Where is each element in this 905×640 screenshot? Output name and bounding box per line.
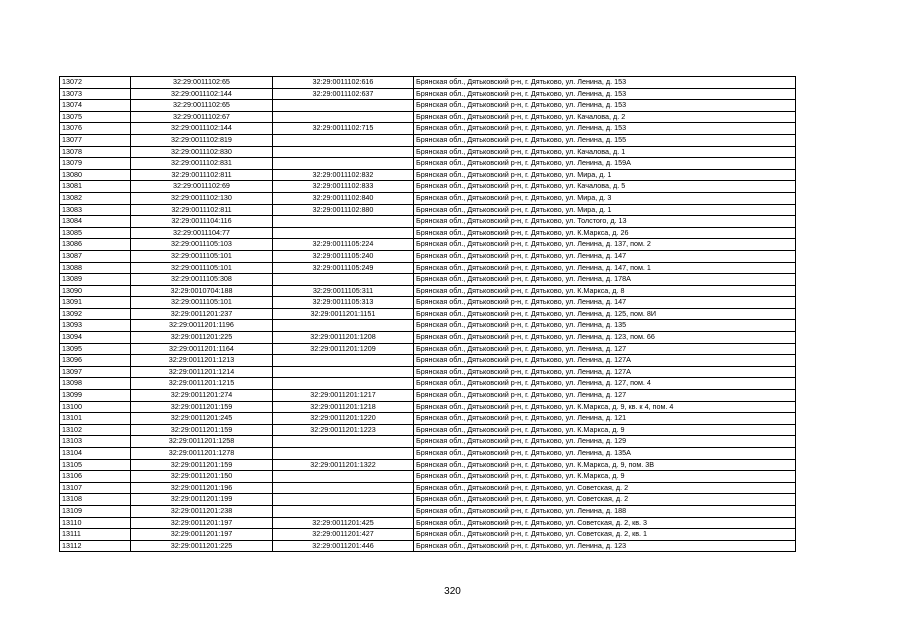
record-number-cell: 13082	[60, 192, 131, 204]
record-number-cell: 13076	[60, 123, 131, 135]
address-cell: Брянская обл., Дятьковский р-н, г. Дятьково, ул. Качалова, д. 2	[414, 111, 796, 123]
building-cadastral-number-cell: 32:29:0011102:833	[273, 181, 414, 193]
land-cadastral-number-cell: 32:29:0011104:116	[131, 216, 273, 228]
address-cell: Брянская обл., Дятьковский р-н, г. Дятьково, ул. Советская, д. 2, кв. 1	[414, 529, 796, 541]
address-cell: Брянская обл., Дятьковский р-н, г. Дятьково, ул. Ленина, д. 153	[414, 123, 796, 135]
building-cadastral-number-cell	[273, 134, 414, 146]
building-cadastral-number-cell	[273, 146, 414, 158]
building-cadastral-number-cell	[273, 471, 414, 483]
building-cadastral-number-cell: 32:29:0011105:311	[273, 285, 414, 297]
record-number-cell: 13093	[60, 320, 131, 332]
record-number-cell: 13111	[60, 529, 131, 541]
land-cadastral-number-cell: 32:29:0011102:65	[131, 77, 273, 89]
land-cadastral-number-cell: 32:29:0011105:103	[131, 239, 273, 251]
record-number-cell: 13110	[60, 517, 131, 529]
record-number-cell: 13098	[60, 378, 131, 390]
address-cell: Брянская обл., Дятьковский р-н, г. Дятьково, ул. Ленина, д. 127	[414, 343, 796, 355]
land-cadastral-number-cell: 32:29:0011201:159	[131, 424, 273, 436]
table-row	[60, 494, 796, 506]
table-row	[60, 239, 796, 251]
table-row	[60, 77, 796, 89]
land-cadastral-number-cell: 32:29:0011102:65	[131, 100, 273, 112]
address-cell: Брянская обл., Дятьковский р-н, г. Дятьково, ул. Ленина, д. 153	[414, 77, 796, 89]
record-number-cell: 13106	[60, 471, 131, 483]
building-cadastral-number-cell	[273, 378, 414, 390]
land-cadastral-number-cell: 32:29:0011201:1196	[131, 320, 273, 332]
record-number-cell: 13079	[60, 158, 131, 170]
address-cell: Брянская обл., Дятьковский р-н, г. Дятьково, ул. Качалова, д. 5	[414, 181, 796, 193]
building-cadastral-number-cell: 32:29:0011102:616	[273, 77, 414, 89]
record-number-cell: 13100	[60, 401, 131, 413]
page-number: 320	[444, 586, 461, 597]
land-cadastral-number-cell: 32:29:0011201:197	[131, 529, 273, 541]
table-row	[60, 181, 796, 193]
building-cadastral-number-cell: 32:29:0011201:425	[273, 517, 414, 529]
record-number-cell: 13075	[60, 111, 131, 123]
building-cadastral-number-cell: 32:29:0011201:1322	[273, 459, 414, 471]
property-registry-table	[59, 76, 796, 552]
land-cadastral-number-cell: 32:29:0011102:831	[131, 158, 273, 170]
land-cadastral-number-cell: 32:29:0011102:830	[131, 146, 273, 158]
table-body	[60, 77, 796, 552]
building-cadastral-number-cell: 32:29:0011102:637	[273, 88, 414, 100]
building-cadastral-number-cell: 32:29:0011102:880	[273, 204, 414, 216]
table-row	[60, 378, 796, 390]
building-cadastral-number-cell	[273, 274, 414, 286]
address-cell: Брянская обл., Дятьковский р-н, г. Дятьково, ул. Ленина, д. 159А	[414, 158, 796, 170]
table-row	[60, 482, 796, 494]
record-number-cell: 13088	[60, 262, 131, 274]
record-number-cell: 13105	[60, 459, 131, 471]
table-row	[60, 320, 796, 332]
address-cell: Брянская обл., Дятьковский р-н, г. Дятьково, ул. Ленина, д. 127А	[414, 366, 796, 378]
table-row	[60, 88, 796, 100]
address-cell: Брянская обл., Дятьковский р-н, г. Дятьково, ул. К.Маркса, д. 9	[414, 424, 796, 436]
table-row	[60, 134, 796, 146]
record-number-cell: 13095	[60, 343, 131, 355]
building-cadastral-number-cell	[273, 216, 414, 228]
record-number-cell: 13102	[60, 424, 131, 436]
building-cadastral-number-cell: 32:29:0011201:1151	[273, 308, 414, 320]
building-cadastral-number-cell: 32:29:0011201:446	[273, 540, 414, 552]
address-cell: Брянская обл., Дятьковский р-н, г. Дятьково, ул. Ленина, д. 147	[414, 297, 796, 309]
address-cell: Брянская обл., Дятьковский р-н, г. Дятьково, ул. К.Маркса, д. 9	[414, 471, 796, 483]
record-number-cell: 13101	[60, 413, 131, 425]
building-cadastral-number-cell: 32:29:0011105:313	[273, 297, 414, 309]
building-cadastral-number-cell	[273, 227, 414, 239]
address-cell: Брянская обл., Дятьковский р-н, г. Дятьково, ул. Ленина, д. 147	[414, 250, 796, 262]
record-number-cell: 13085	[60, 227, 131, 239]
record-number-cell: 13078	[60, 146, 131, 158]
table-row	[60, 123, 796, 135]
land-cadastral-number-cell: 32:29:0011201:159	[131, 459, 273, 471]
table-row	[60, 448, 796, 460]
record-number-cell: 13089	[60, 274, 131, 286]
address-cell: Брянская обл., Дятьковский р-н, г. Дятьково, ул. Толстого, д. 13	[414, 216, 796, 228]
building-cadastral-number-cell	[273, 366, 414, 378]
record-number-cell: 13087	[60, 250, 131, 262]
table-row	[60, 146, 796, 158]
record-number-cell: 13103	[60, 436, 131, 448]
land-cadastral-number-cell: 32:29:0011102:144	[131, 123, 273, 135]
table-row	[60, 297, 796, 309]
table-row	[60, 355, 796, 367]
address-cell: Брянская обл., Дятьковский р-н, г. Дятьково, ул. К.Маркса, д. 9, кв. к 4, пом. 4	[414, 401, 796, 413]
table-row	[60, 192, 796, 204]
land-cadastral-number-cell: 32:29:0011105:101	[131, 297, 273, 309]
record-number-cell: 13084	[60, 216, 131, 228]
table-row	[60, 471, 796, 483]
land-cadastral-number-cell: 32:29:0011102:67	[131, 111, 273, 123]
land-cadastral-number-cell: 32:29:0011201:274	[131, 390, 273, 402]
address-cell: Брянская обл., Дятьковский р-н, г. Дятьково, ул. Ленина, д. 153	[414, 88, 796, 100]
table-row	[60, 390, 796, 402]
table-row	[60, 424, 796, 436]
building-cadastral-number-cell	[273, 111, 414, 123]
land-cadastral-number-cell: 32:29:0011201:197	[131, 517, 273, 529]
address-cell: Брянская обл., Дятьковский р-н, г. Дятьково, ул. Ленина, д. 137, пом. 2	[414, 239, 796, 251]
table-row	[60, 111, 796, 123]
record-number-cell: 13086	[60, 239, 131, 251]
table-row	[60, 100, 796, 112]
table-row	[60, 204, 796, 216]
land-cadastral-number-cell: 32:29:0011102:819	[131, 134, 273, 146]
address-cell: Брянская обл., Дятьковский р-н, г. Дятьково, ул. Мира, д. 1	[414, 169, 796, 181]
record-number-cell: 13091	[60, 297, 131, 309]
table-row	[60, 505, 796, 517]
address-cell: Брянская обл., Дятьковский р-н, г. Дятьково, ул. Ленина, д. 153	[414, 100, 796, 112]
address-cell: Брянская обл., Дятьковский р-н, г. Дятьково, ул. К.Маркса, д. 8	[414, 285, 796, 297]
land-cadastral-number-cell: 32:29:0011102:69	[131, 181, 273, 193]
building-cadastral-number-cell	[273, 436, 414, 448]
address-cell: Брянская обл., Дятьковский р-н, г. Дятьково, ул. Ленина, д. 125, пом. 8И	[414, 308, 796, 320]
address-cell: Брянская обл., Дятьковский р-н, г. Дятьково, ул. Советская, д. 2, кв. 3	[414, 517, 796, 529]
building-cadastral-number-cell	[273, 320, 414, 332]
land-cadastral-number-cell: 32:29:0011201:1215	[131, 378, 273, 390]
address-cell: Брянская обл., Дятьковский р-н, г. Дятьково, ул. Ленина, д. 123, пом. 66	[414, 332, 796, 344]
record-number-cell: 13096	[60, 355, 131, 367]
land-cadastral-number-cell: 32:29:0011201:245	[131, 413, 273, 425]
record-number-cell: 13097	[60, 366, 131, 378]
building-cadastral-number-cell	[273, 100, 414, 112]
record-number-cell: 13074	[60, 100, 131, 112]
table-row	[60, 308, 796, 320]
land-cadastral-number-cell: 32:29:0011201:1278	[131, 448, 273, 460]
address-cell: Брянская обл., Дятьковский р-н, г. Дятьково, ул. Ленина, д. 127А	[414, 355, 796, 367]
record-number-cell: 13092	[60, 308, 131, 320]
table-row	[60, 529, 796, 541]
address-cell: Брянская обл., Дятьковский р-н, г. Дятьково, ул. Ленина, д. 135А	[414, 448, 796, 460]
building-cadastral-number-cell: 32:29:0011201:1220	[273, 413, 414, 425]
record-number-cell: 13072	[60, 77, 131, 89]
record-number-cell: 13090	[60, 285, 131, 297]
land-cadastral-number-cell: 32:29:0010704:188	[131, 285, 273, 297]
record-number-cell: 13077	[60, 134, 131, 146]
table-row	[60, 401, 796, 413]
building-cadastral-number-cell: 32:29:0011105:249	[273, 262, 414, 274]
land-cadastral-number-cell: 32:29:0011105:308	[131, 274, 273, 286]
address-cell: Брянская обл., Дятьковский р-н, г. Дятьково, ул. Ленина, д. 178А	[414, 274, 796, 286]
building-cadastral-number-cell	[273, 355, 414, 367]
land-cadastral-number-cell: 32:29:0011105:101	[131, 250, 273, 262]
record-number-cell: 13094	[60, 332, 131, 344]
land-cadastral-number-cell: 32:29:0011201:150	[131, 471, 273, 483]
table-row	[60, 436, 796, 448]
table-row	[60, 413, 796, 425]
land-cadastral-number-cell: 32:29:0011201:1213	[131, 355, 273, 367]
building-cadastral-number-cell	[273, 158, 414, 170]
land-cadastral-number-cell: 32:29:0011105:101	[131, 262, 273, 274]
table-row	[60, 169, 796, 181]
address-cell: Брянская обл., Дятьковский р-н, г. Дятьково, ул. Советская, д. 2	[414, 494, 796, 506]
address-cell: Брянская обл., Дятьковский р-н, г. Дятьково, ул. Ленина, д. 121	[414, 413, 796, 425]
address-cell: Брянская обл., Дятьковский р-н, г. Дятьково, ул. Мира, д. 3	[414, 192, 796, 204]
table-row	[60, 343, 796, 355]
land-cadastral-number-cell: 32:29:0011102:144	[131, 88, 273, 100]
address-cell: Брянская обл., Дятьковский р-н, г. Дятьково, ул. Ленина, д. 155	[414, 134, 796, 146]
table-row	[60, 366, 796, 378]
building-cadastral-number-cell: 32:29:0011201:1223	[273, 424, 414, 436]
building-cadastral-number-cell	[273, 494, 414, 506]
land-cadastral-number-cell: 32:29:0011201:225	[131, 332, 273, 344]
building-cadastral-number-cell: 32:29:0011201:1209	[273, 343, 414, 355]
record-number-cell: 13109	[60, 505, 131, 517]
building-cadastral-number-cell: 32:29:0011102:715	[273, 123, 414, 135]
record-number-cell: 13108	[60, 494, 131, 506]
record-number-cell: 13112	[60, 540, 131, 552]
address-cell: Брянская обл., Дятьковский р-н, г. Дятьково, ул. Ленина, д. 127, пом. 4	[414, 378, 796, 390]
table-row	[60, 216, 796, 228]
address-cell: Брянская обл., Дятьковский р-н, г. Дятьково, ул. Советская, д. 2	[414, 482, 796, 494]
address-cell: Брянская обл., Дятьковский р-н, г. Дятьково, ул. Ленина, д. 127	[414, 390, 796, 402]
record-number-cell: 13073	[60, 88, 131, 100]
land-cadastral-number-cell: 32:29:0011201:238	[131, 505, 273, 517]
land-cadastral-number-cell: 32:29:0011201:159	[131, 401, 273, 413]
building-cadastral-number-cell	[273, 505, 414, 517]
address-cell: Брянская обл., Дятьковский р-н, г. Дятьково, ул. Качалова, д. 1	[414, 146, 796, 158]
land-cadastral-number-cell: 32:29:0011201:1214	[131, 366, 273, 378]
record-number-cell: 13083	[60, 204, 131, 216]
address-cell: Брянская обл., Дятьковский р-н, г. Дятьково, ул. Ленина, д. 123	[414, 540, 796, 552]
table-row	[60, 262, 796, 274]
building-cadastral-number-cell: 32:29:0011102:832	[273, 169, 414, 181]
land-cadastral-number-cell: 32:29:0011201:225	[131, 540, 273, 552]
land-cadastral-number-cell: 32:29:0011104:77	[131, 227, 273, 239]
table-row	[60, 540, 796, 552]
building-cadastral-number-cell	[273, 482, 414, 494]
building-cadastral-number-cell	[273, 448, 414, 460]
table-row	[60, 285, 796, 297]
record-number-cell: 13081	[60, 181, 131, 193]
land-cadastral-number-cell: 32:29:0011201:1258	[131, 436, 273, 448]
record-number-cell: 13099	[60, 390, 131, 402]
record-number-cell: 13107	[60, 482, 131, 494]
table-row	[60, 517, 796, 529]
land-cadastral-number-cell: 32:29:0011201:1164	[131, 343, 273, 355]
building-cadastral-number-cell: 32:29:0011105:240	[273, 250, 414, 262]
address-cell: Брянская обл., Дятьковский р-н, г. Дятьково, ул. К.Маркса, д. 9, пом. 3В	[414, 459, 796, 471]
building-cadastral-number-cell: 32:29:0011102:840	[273, 192, 414, 204]
address-cell: Брянская обл., Дятьковский р-н, г. Дятьково, ул. Ленина, д. 147, пом. 1	[414, 262, 796, 274]
land-cadastral-number-cell: 32:29:0011102:811	[131, 204, 273, 216]
building-cadastral-number-cell: 32:29:0011201:1217	[273, 390, 414, 402]
record-number-cell: 13080	[60, 169, 131, 181]
land-cadastral-number-cell: 32:29:0011201:199	[131, 494, 273, 506]
table-row	[60, 459, 796, 471]
table-row	[60, 227, 796, 239]
table-row	[60, 158, 796, 170]
address-cell: Брянская обл., Дятьковский р-н, г. Дятьково, ул. Мира, д. 1	[414, 204, 796, 216]
building-cadastral-number-cell: 32:29:0011105:224	[273, 239, 414, 251]
building-cadastral-number-cell: 32:29:0011201:1208	[273, 332, 414, 344]
land-cadastral-number-cell: 32:29:0011201:196	[131, 482, 273, 494]
table-row	[60, 274, 796, 286]
table-row	[60, 250, 796, 262]
address-cell: Брянская обл., Дятьковский р-н, г. Дятьково, ул. Ленина, д. 188	[414, 505, 796, 517]
address-cell: Брянская обл., Дятьковский р-н, г. Дятьково, ул. Ленина, д. 129	[414, 436, 796, 448]
building-cadastral-number-cell: 32:29:0011201:427	[273, 529, 414, 541]
building-cadastral-number-cell: 32:29:0011201:1218	[273, 401, 414, 413]
land-cadastral-number-cell: 32:29:0011102:130	[131, 192, 273, 204]
address-cell: Брянская обл., Дятьковский р-н, г. Дятьково, ул. Ленина, д. 135	[414, 320, 796, 332]
record-number-cell: 13104	[60, 448, 131, 460]
table-row	[60, 332, 796, 344]
land-cadastral-number-cell: 32:29:0011102:811	[131, 169, 273, 181]
address-cell: Брянская обл., Дятьковский р-н, г. Дятьково, ул. К.Маркса, д. 26	[414, 227, 796, 239]
land-cadastral-number-cell: 32:29:0011201:237	[131, 308, 273, 320]
